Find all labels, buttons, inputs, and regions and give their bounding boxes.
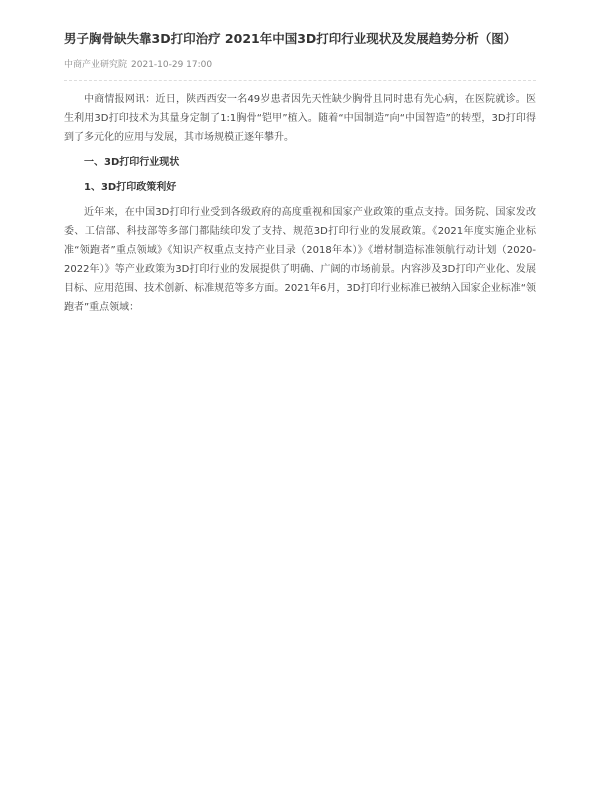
article-date: 2021-10-29 17:00 [131,60,213,70]
article-meta [64,59,536,72]
article-body [64,90,536,317]
article-title: 男子胸骨缺失靠3D打印治疗 2021年中国3D打印行业现状及发展趋势分析（图） [64,31,517,46]
article-paragraph: 近年来，在中国3D打印行业受到各级政府的高度重视和国家产业政策的重点支持。国务院、国家发改委、工信部、科技部等多部门都陆续印发了支持、规范3D打印行业的发展政策。《2021年度实施企业标准“领跑者”重点领域》《知识产权重点支持产业目录（2018年本）》《增材制造标准领航行动计划（2020-2022年）》等产业政策为3D打印行业的发展提供了明确、广阔的市场前景。内容涉及3D打印产业化、发展目标、应用范围、技术创新、标准规范等多方面。2021年6月，3D打印行业标准已被纳入国家企业标准“领跑者”重点领域： [64,207,536,313]
article-paragraph: 中商情报网讯：近日，陕西西安一名49岁患者因先天性缺少胸骨且同时患有先心病，在医院就诊。医生利用3D打印技术为其量身定制了1:1胸骨“铠甲”植入。随着“中国制造”向“中国智造”的转型，3D打印得到了多元化的应用与发展，其市场规模正逐年攀升。 [64,94,536,143]
article-source: 中商产业研究院 [64,60,128,70]
title-divider [64,80,536,81]
subsection-heading: 1、3D打印政策利好 [84,182,177,193]
section-heading: 一、3D打印行业现状 [84,157,180,168]
